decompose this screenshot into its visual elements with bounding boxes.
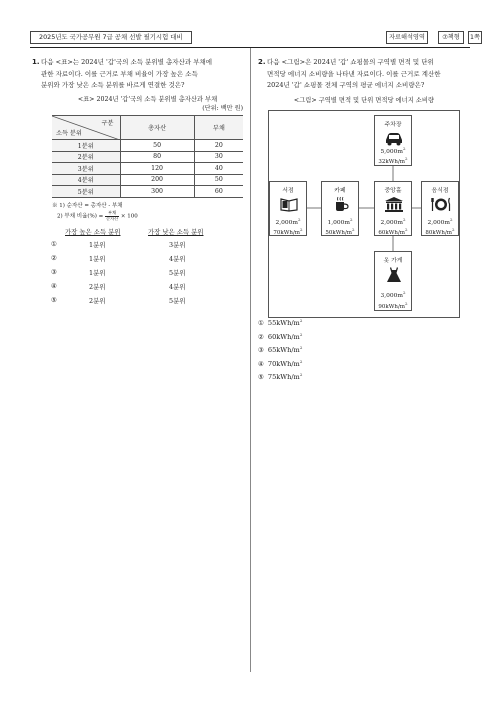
choice-lowest: 4분위	[169, 283, 186, 291]
column-header-assets: 총자산	[120, 116, 194, 140]
answer-choice-2[interactable]	[51, 254, 251, 266]
answer-choice-1[interactable]	[51, 240, 251, 252]
zone-cafe: 카페 $1,000m^2$ $50kWh/m^2$	[321, 181, 359, 236]
question-1-number: 1.	[32, 58, 40, 66]
zone-clothing-store-energy: 90kWh/m	[378, 303, 406, 310]
choice-highest: 2분위	[89, 297, 106, 305]
zone-bookstore: 서점 $2,000m^2$ $70kWh/m^2$	[269, 181, 307, 236]
zone-clothing-store-name: 옷 가게	[383, 258, 403, 264]
exam-title: 2025년도 국가공무원 7급 공채 선발 필기시험 대비	[30, 31, 192, 44]
choice-value: 70kWh/m	[267, 359, 300, 368]
choice-mark: ②	[258, 332, 264, 341]
cell-debt: 50	[194, 174, 243, 186]
row-label: 1분위	[52, 140, 120, 152]
row-label: 2분위	[52, 151, 120, 163]
choice-mark: ⑤	[258, 373, 264, 382]
zone-bookstore-area: 2,000m	[275, 219, 298, 226]
zone-parking-area: 5,000m	[380, 148, 403, 155]
building-icon	[384, 196, 404, 212]
table-row	[52, 186, 243, 198]
dress-icon	[384, 266, 404, 284]
row-label: 5분위	[52, 186, 120, 198]
zone-restaurant-area: 2,000m	[427, 219, 450, 226]
choice-lowest: 3분위	[169, 241, 186, 249]
table-notes	[52, 201, 138, 222]
choice-mark: ③	[51, 268, 57, 276]
car-icon	[384, 130, 404, 146]
question-1	[32, 57, 244, 92]
choice-lowest: 5분위	[169, 269, 186, 277]
zone-cafe-name: 카페	[334, 188, 346, 194]
choice-header-highest: 가장 높은 소득 분위	[65, 228, 121, 236]
table-corner-cell	[52, 116, 120, 140]
zone-bookstore-energy: 70kWh/m	[273, 229, 301, 236]
corner-top-label: 구분	[101, 120, 114, 127]
table-row	[52, 140, 243, 152]
cell-total-assets: 120	[120, 163, 194, 175]
choice-highest: 2분위	[89, 283, 106, 291]
zone-cafe-area: 1,000m	[327, 219, 350, 226]
question-2-number: 2.	[258, 58, 266, 66]
answer-choice-5[interactable]	[51, 296, 251, 308]
cell-total-assets: 50	[120, 140, 194, 152]
cell-debt: 30	[194, 151, 243, 163]
choice-highest: 1분위	[89, 255, 106, 263]
column-header-debt: 부채	[194, 116, 243, 140]
table-caption: <표> 2024년 '갑'국의 소득 분위별 총자산과 부채	[77, 96, 218, 103]
coffee-cup-icon	[331, 196, 351, 212]
choice-mark: ③	[258, 346, 264, 355]
answer-choice-4[interactable]	[51, 282, 251, 294]
column-divider	[250, 48, 251, 672]
table-unit: (단위: 백만 원)	[202, 105, 243, 112]
choice-value: 55kWh/m	[267, 319, 300, 328]
zone-restaurant-name: 음식점	[431, 188, 449, 194]
energy-figure	[268, 110, 460, 318]
zone-central-hall: 중앙홀 $2,000m^2$ $60kWh/m^2$	[374, 181, 412, 236]
zone-bookstore-name: 서점	[282, 188, 294, 194]
table-row	[52, 163, 243, 175]
answer-choice-2[interactable]: ② $60kWh/m^2$	[258, 331, 303, 341]
cell-total-assets: 200	[120, 174, 194, 186]
choice-mark: ①	[51, 240, 57, 248]
choice-highest: 1분위	[89, 269, 106, 277]
subject-label: 자료해석영역	[386, 31, 428, 44]
cell-debt: 20	[194, 140, 243, 152]
zone-restaurant-energy: 80kWh/m	[425, 229, 453, 236]
figure-caption: <그림> 구역별 면적 및 단위 면적당 에너지 소비량	[293, 97, 435, 104]
book-icon	[279, 196, 299, 212]
zone-parking-name: 주차장	[384, 122, 402, 128]
question-2-text: 다음 <그림>은 2024년 '갑' 쇼핑몰의 구역별 면적 및 단위 면적당 에너지 소비량을 나타낸 자료이다. 이를 근거로 계산한 2024년 '갑' 쇼핑몰 전체 구역의 평균 에너지 소비량은?	[267, 58, 441, 89]
cell-total-assets: 80	[120, 151, 194, 163]
zone-restaurant: 음식점 $2,000m^2$ $80kWh/m^2$	[421, 181, 459, 236]
cell-debt: 40	[194, 163, 243, 175]
zone-central-hall-name: 중앙홀	[384, 188, 402, 194]
choice-mark: ⑤	[51, 296, 57, 304]
booklet-type-label: ⑦책형	[438, 31, 464, 44]
page-number: 1쪽	[468, 31, 482, 44]
zone-clothing-store: 옷 가게 $3,000m^2$ $90kWh/m^2$	[374, 251, 412, 311]
choice-lowest: 4분위	[169, 255, 186, 263]
row-label: 3분위	[52, 163, 120, 175]
choice-value: 65kWh/m	[267, 346, 300, 355]
zone-central-hall-area: 2,000m	[380, 219, 403, 226]
debt-ratio-fraction: $\frac{\text{부채}}{\text{순자산}}$	[106, 210, 119, 221]
zone-clothing-store-area: 3,000m	[380, 292, 403, 299]
page-header	[30, 31, 480, 45]
table-row	[52, 151, 243, 163]
answer-choice-5[interactable]: ⑤ $75kWh/m^2$	[258, 372, 303, 382]
row-label: 4분위	[52, 174, 120, 186]
choice-highest: 1분위	[89, 241, 106, 249]
table-row	[52, 174, 243, 186]
answer-choice-1[interactable]: ① $55kWh/m^2$	[258, 318, 303, 328]
plate-cutlery-icon	[431, 196, 451, 212]
choice-header-lowest: 가장 낮은 소득 분위	[148, 228, 204, 236]
cell-total-assets: 300	[120, 186, 194, 198]
zone-parking: 주차장 $5,000m^2$ $32kWh/m^2$	[374, 115, 412, 166]
choice-lowest: 5분위	[169, 297, 186, 305]
choice-mark: ④	[258, 359, 264, 368]
note-2: 2) 부채 비율(%) = $\frac{\text{부채}}{\text{순자산}}$ × 100	[57, 210, 138, 221]
zone-central-hall-energy: 60kWh/m	[378, 229, 406, 236]
zone-cafe-energy: 50kWh/m	[325, 229, 353, 236]
answer-choice-4[interactable]: ④ $70kWh/m^2$	[258, 358, 303, 368]
choice-value: 60kWh/m	[267, 332, 300, 341]
question-2	[258, 57, 470, 92]
cell-debt: 60	[194, 186, 243, 198]
choice-mark: ②	[51, 254, 57, 262]
choice-value: 75kWh/m	[267, 373, 300, 382]
choice-mark: ①	[258, 319, 264, 328]
question-1-text: 다음 <표>는 2024년 '갑'국의 소득 분위별 총자산과 부채에 관한 자료이다. 이를 근거로 부채 비율이 가장 높은 소득 분위와 가장 낮은 소득 분위를 바르게 연결한 것은?	[41, 58, 213, 89]
note-1: ※ 1) 순자산 = 총자산 - 부채	[52, 203, 123, 209]
answer-choice-3[interactable]: ③ $65kWh/m^2$	[258, 345, 303, 355]
choice-mark: ④	[51, 282, 57, 290]
answer-choice-3[interactable]	[51, 268, 251, 280]
corner-bottom-label: 소득 분위	[56, 130, 82, 137]
zone-parking-energy: 32kWh/m	[378, 158, 406, 165]
income-quintile-table	[52, 115, 243, 198]
